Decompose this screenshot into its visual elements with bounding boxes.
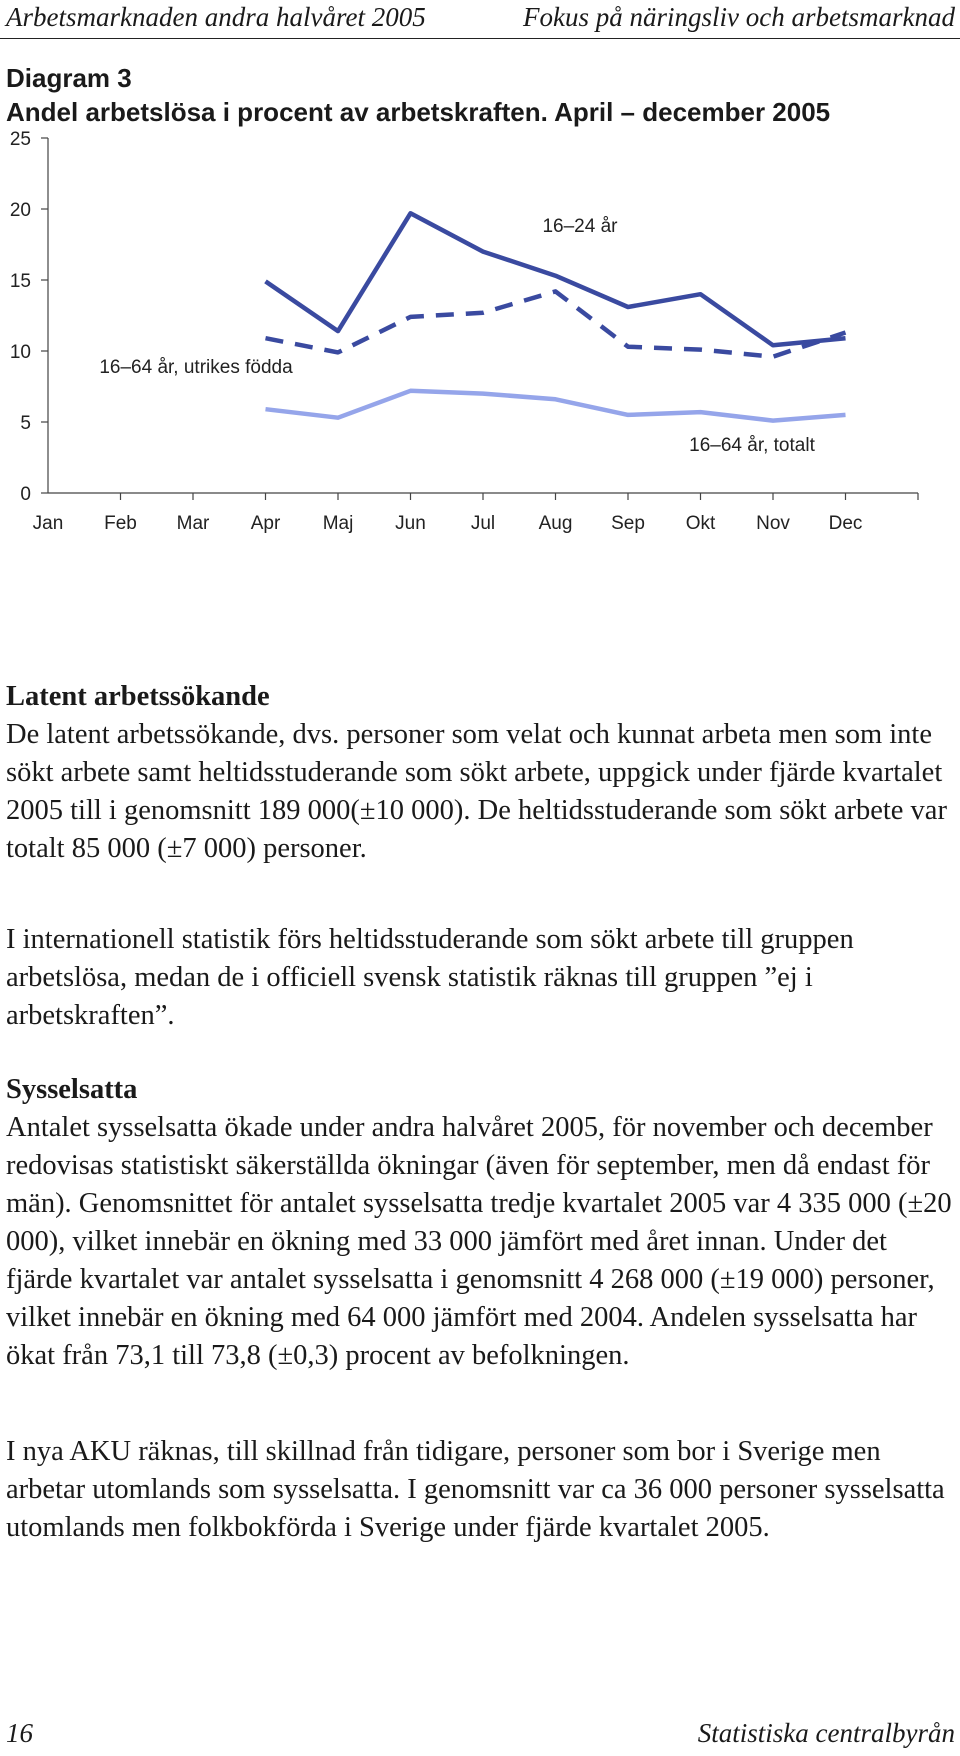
- footer-publisher: Statistiska centralbyrån: [697, 1718, 955, 1748]
- x-tick-label: Jul: [470, 513, 496, 534]
- x-tick-label: Maj: [322, 513, 354, 534]
- x-tick-label: Aug: [538, 513, 573, 534]
- paragraph-aku: I nya AKU räknas, till skillnad från tidigare, personer som bor i Sverige men arbetar utomlands som sysselsatta. I genomsnitt var ca 36 000 personer sysselsatta utomlands men folkbokförda i Sverige under fjärde kvartalet 2005.: [6, 1436, 945, 1543]
- series-line-2: [266, 391, 846, 421]
- diagram-label: Diagram 3: [6, 63, 132, 93]
- section-latent: [6, 678, 956, 868]
- paragraph-sysselsatta: Antalet sysselsatta ökade under andra halvåret 2005, för november och december redovisas statistiskt säkerställda ökningar (även för september, men då endast för män). Genomsnittet för antalet sysselsatta tredje kvartalet 2005 var 4 335 000 (±20 000), vilket innebär en ökning med 33 000 jämfört med året innan. Under det fjärde kvartalet var antalet sysselsatta i genomsnitt 4 268 000 (±19 000) personer, vilket innebär en ökning med 64 000 jämfört med 2004. Andelen sysselsatta har ökat från 73,1 till 73,8 (±0,3) procent av befolkningen.: [6, 1112, 952, 1371]
- series-annotation: 16–24 år: [542, 216, 618, 237]
- page-number: 16: [6, 1718, 33, 1748]
- section-international: [6, 921, 956, 1035]
- x-tick-label: Okt: [685, 513, 716, 534]
- y-tick-label: 25: [9, 130, 31, 150]
- section-heading-sysselsatta: Sysselsatta: [6, 1074, 138, 1105]
- diagram-title: Andel arbetslösa i procent av arbetskraften. April – december 2005: [6, 97, 831, 127]
- series-line-1: [266, 291, 846, 356]
- paragraph-latent: De latent arbetssökande, dvs. personer som velat och kunnat arbeta men som inte sökt arbete samt heltidsstuderande som sökt arbete, uppgick under fjärde kvartalet 2005 till i genomsnitt 189 000(±10 000). De heltidsstuderande som sökt arbete var totalt 85 000 (±7 000) personer.: [6, 719, 947, 864]
- x-tick-label: Feb: [104, 513, 137, 534]
- y-tick-label: 10: [9, 342, 31, 363]
- y-tick-label: 20: [9, 200, 31, 221]
- section-sysselsatta: [6, 1071, 956, 1375]
- header-right-title: Fokus på näringsliv och arbetsmarknad: [523, 2, 955, 32]
- y-tick-label: 15: [9, 271, 31, 292]
- series-annotation: 16–64 år, utrikes födda: [99, 357, 293, 378]
- unemployment-chart: [0, 130, 960, 610]
- x-tick-label: Apr: [250, 513, 281, 534]
- x-tick-label: Jun: [395, 513, 426, 534]
- section-aku: [6, 1433, 956, 1547]
- page-header: [0, 0, 960, 39]
- x-tick-label: Nov: [756, 513, 790, 534]
- x-tick-label: Mar: [176, 513, 210, 534]
- y-tick-label: 0: [20, 484, 31, 505]
- x-tick-label: Dec: [828, 513, 863, 534]
- section-heading-latent: Latent arbetssökande: [6, 681, 270, 712]
- paragraph-international: I internationell statistik förs heltidsstuderande som sökt arbete till gruppen arbetslösa, medan de i officiell svensk statistik räknas till gruppen ”ej i arbetskraften”.: [6, 924, 854, 1031]
- series-annotation: 16–64 år, totalt: [689, 435, 815, 456]
- header-left-title: Arbetsmarknaden andra halvåret 2005: [6, 2, 426, 32]
- y-tick-label: 5: [20, 413, 31, 434]
- x-tick-label: Jan: [32, 513, 64, 534]
- x-tick-label: Sep: [611, 513, 645, 534]
